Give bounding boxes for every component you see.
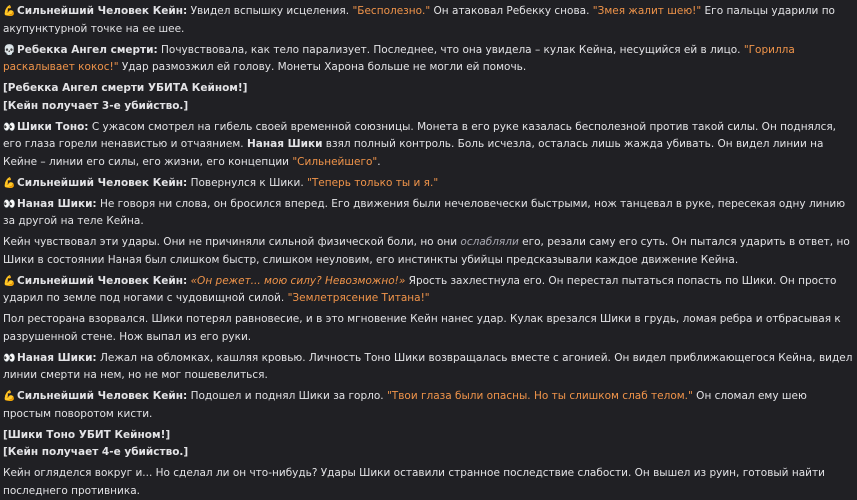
message-kain-1 xyxy=(3,3,853,38)
narration: Увидел вспышку исцеления. xyxy=(187,5,353,17)
eyes-icon: 👀 xyxy=(3,352,15,364)
eyes-icon: 👀 xyxy=(3,121,15,133)
narration: С ужасом смотрел на гибель своей временной союзницы. Монета в его руке казалась бесполезной против такой силы. Он поднялся, его глаза горели ненавистью и отчаянием. xyxy=(3,120,837,150)
message-shiki-tono xyxy=(3,119,853,172)
narration: Кейн огляделся вокруг и... Но сделал ли он что-нибудь? Удары Шики оставили странное последствие слабости. Он вышел из руин, готовый найти последнего противника. xyxy=(3,467,825,497)
speaker-name: Сильнейший Человек Кейн: xyxy=(17,5,188,17)
flexed-biceps-icon: 💪 xyxy=(3,391,16,402)
speaker-name: Ребекка Ангел смерти: xyxy=(17,43,158,56)
quote: "Землетрясение Титана!" xyxy=(287,292,430,304)
speaker-name: Сильнейший Человек Кейн: xyxy=(17,390,188,402)
system-kill-announcement xyxy=(3,80,853,115)
quote: "Теперь только ты и я." xyxy=(307,176,439,189)
narration: . xyxy=(377,155,381,168)
kill-count-line: [Кейн получает 4-е убийство.] xyxy=(3,446,189,458)
speaker-name: Наная Шики: xyxy=(17,351,97,364)
speaker-name: Шики Тоно: xyxy=(17,120,89,133)
message-kain-2 xyxy=(3,175,853,193)
narration: взял полный контроль. Боль исчезла, осталась лишь жажда убивать. Он видел линии на Кейне – линии его силы, его жизни, его концепции xyxy=(3,138,824,168)
quote: "Змея жалит шею!" xyxy=(592,5,702,17)
narration: Он атаковал Ребекку снова. xyxy=(430,5,593,17)
speaker-name: Сильнейший Человек Кейн: xyxy=(17,274,188,287)
bold-name: Наная Шики xyxy=(247,138,323,150)
message-kain-3 xyxy=(3,273,853,308)
kill-line: [Шики Тоно УБИТ Кейном!] xyxy=(3,428,171,441)
message-rebekka xyxy=(3,42,853,77)
quote: "Сильнейшего" xyxy=(292,155,378,168)
kill-count-line: [Кейн получает 3-е убийство.] xyxy=(3,99,189,112)
eyes-icon: 👀 xyxy=(3,198,15,210)
narration: Его пальцы ударили по акупунктурной точке на ее шее. xyxy=(3,5,835,35)
quote: "Твои глаза были опасны. Но ты слишком слаб телом." xyxy=(386,390,693,402)
flexed-biceps-icon: 💪 xyxy=(3,6,16,17)
speaker-name: Сильнейший Человек Кейн: xyxy=(17,176,188,189)
narration: Ярость захлестнула его. Он перестал пытаться попасть по Шики. Он просто ударил по земле под ногами с чудовищной силой. xyxy=(3,274,837,304)
emphasis: ослабляли xyxy=(460,236,519,248)
narration: его, резали саму его суть. Он пытался ударить в ответ, но Шики в состоянии Наная был слишком быстр, слишком неуловим, его инстинкты убийцы предсказывали каждое движение Кейна. xyxy=(3,236,850,266)
narration-paragraph xyxy=(3,311,853,346)
narration: Удар размозжил ей голову. Монеты Харона больше не могли ей помочь. xyxy=(118,61,527,73)
system-kill-announcement xyxy=(3,427,853,462)
narration: Почувствовала, как тело парализует. Последнее, что она увидела – кулак Кейна, несущийся ей в лицо. xyxy=(157,43,744,56)
narration: Он сломал ему шею простым поворотом кисти. xyxy=(3,390,807,420)
flexed-biceps-icon: 💪 xyxy=(3,177,16,189)
flexed-biceps-icon: 💪 xyxy=(3,275,16,287)
narration: Повернулся к Шики. xyxy=(187,176,307,189)
message-nanaya-2 xyxy=(3,350,853,385)
thought-quote: «Он режет... мою силу? Невозможно!» xyxy=(190,274,406,287)
narration: Лежал на обломках, кашляя кровью. Личность Тоно Шики возвращалась вместе с агонией. Он видел приближающегося Кейна, видел линии смерти на нем, но не мог пошевелиться. xyxy=(3,351,853,381)
narration: Подошел и поднял Шики за горло. xyxy=(187,390,387,402)
speaker-name: Наная Шики: xyxy=(17,197,97,210)
quote: "Бесполезно." xyxy=(352,5,431,17)
narration-paragraph xyxy=(3,234,853,269)
kill-line: [Ребекка Ангел смерти УБИТА Кейном!] xyxy=(3,82,248,94)
message-nanaya-1 xyxy=(3,196,853,231)
message-kain-4 xyxy=(3,388,853,423)
quote: "Горилла раскалывает кокос!" xyxy=(3,43,795,73)
narration: Пол ресторана взорвался. Шики потерял равновесие, и в это мгновение Кейн нанес удар. Кулак врезался Шики в грудь, ломая ребра и отбрасывая к разрушенной стене. Нож выпал из его руки. xyxy=(3,313,841,343)
narration: Кейн чувствовал эти удары. Они не причиняли сильной физической боли, но они xyxy=(3,236,461,248)
skull-icon: 💀 xyxy=(3,44,16,56)
narration: Не говоря ни слова, он бросился вперед. Его движения были нечеловечески быстрыми, нож танцевал в руке, пересекая одну линию за другой на теле Кейна. xyxy=(3,197,846,227)
